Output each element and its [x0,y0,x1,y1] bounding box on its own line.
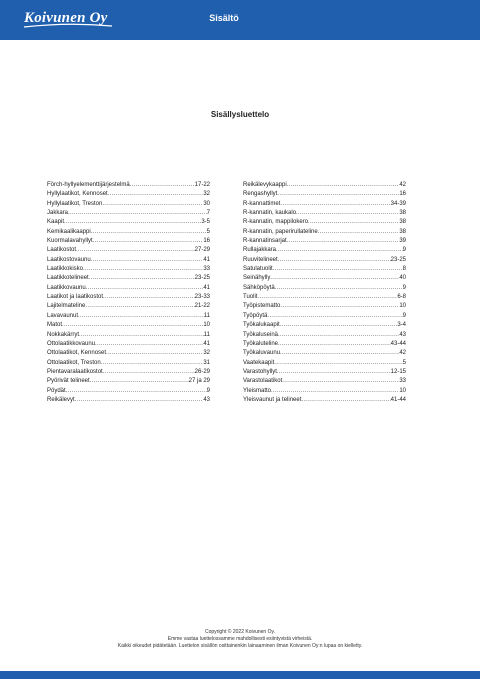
toc-entry [243,302,406,311]
toc-entry [47,321,210,330]
toc-entry-name: Pyörivät telineet [47,378,90,385]
toc-entry [243,274,406,283]
toc-entry-page: 27-29 [194,247,210,254]
toc-dot-leader [91,228,207,237]
toc-dot-leader [86,284,204,293]
toc-entry-name: Ottolaatikkovaunu [47,340,96,347]
toc-entry [243,340,406,349]
toc-entry [47,349,210,358]
toc-entry-name: Kaapit [47,219,65,226]
page-title: Sisältö [209,13,239,23]
toc-entry-name: Laatikkokisko [47,266,84,273]
toc-entry-page: 41-44 [390,396,406,403]
toc-entry-name: Työpöytä [243,312,268,319]
toc-entry-name: Ruuvitelineet [243,256,278,263]
toc-entry-page: 10 [399,387,406,394]
toc-entry-page: 8 [402,266,406,273]
toc-entry-name: Varastohyllyt [243,368,277,375]
toc-entry-name: Sähköpöytä [243,284,275,291]
toc-dot-leader [280,321,398,330]
toc-dot-leader [278,331,399,340]
toc-dot-leader [90,377,189,386]
toc-entry-page: 21-22 [194,303,210,310]
toc-entry-name: R-kannattimet [243,200,281,207]
toc-dot-leader [68,209,207,218]
toc-entry-name: Kemikaalikaappi [47,228,91,235]
toc-entry-page: 5 [402,359,406,366]
toc-dot-leader [85,302,194,311]
toc-entry-name: R-kannatinsarjat [243,238,287,245]
toc-entry [47,246,210,255]
toc-dot-leader [271,387,399,396]
toc-entry-page: 43 [399,331,406,338]
toc-dot-leader [277,368,391,377]
toc-entry-name: Varastolaatikot [243,378,283,385]
toc-entry-name: Työpistematto [243,303,281,310]
toc-entry [243,377,406,386]
footer [0,629,480,650]
toc-entry [243,349,406,358]
toc-entry-page: 34-39 [390,200,406,207]
toc-entry-name: Tuolit [243,294,258,301]
toc-entry-page: 41 [203,256,210,263]
toc-entry-page: 31 [203,359,210,366]
toc-entry [47,387,210,396]
toc-entry-page: 27 ja 29 [188,378,210,385]
toc-entry-name: R-kannatin, kaukalo [243,210,297,217]
toc-entry-name: Satulatuolit [243,266,273,273]
toc-entry [243,359,406,368]
toc-dot-leader [287,181,400,190]
toc-column-left [47,181,210,405]
toc-dot-leader [282,377,399,386]
toc-dot-leader [108,190,204,199]
toc-entry-page: 16 [203,238,210,245]
toc-entry-page: 10 [399,303,406,310]
toc-dot-leader [257,293,397,302]
toc-entry-name: Ottolaatikot, Kennoset [47,350,107,357]
toc-dot-leader [287,237,400,246]
toc-entry-page: 6-8 [397,294,406,301]
toc-entry-name: Laatikostot [47,247,77,254]
toc-dot-leader [79,331,204,340]
toc-entry-name: Jakkara [47,210,69,217]
toc-entry-name: Ottolaatikot, Treston [47,359,101,366]
toc-entry-page: 16 [399,191,406,198]
toc-entry-page: 9 [206,387,210,394]
toc-entry [243,181,406,190]
toc-entry-name: Hyllylaatikot, Treston [47,200,103,207]
toc-entry [243,256,406,265]
toc-entry-name: Matot [47,322,63,329]
toc-entry-name: Pöydät [47,387,66,394]
toc-entry-name: Kuormalavahyllyt [47,238,93,245]
toc-dot-leader [103,293,195,302]
toc-dot-leader [296,209,399,218]
toc-entry [47,377,210,386]
toc-entry-name: R-kannatin, paperirullateline [243,228,318,235]
toc-entry-page: 11 [203,312,210,319]
toc-entry [243,218,406,227]
toc-entry-name: Työkaluvaunu [243,350,281,357]
toc-dot-leader [91,256,204,265]
toc-entry [47,218,210,227]
toc-entry [47,190,210,199]
logo-text: Koivunen Oy [24,9,108,26]
toc-entry-page: 38 [399,210,406,217]
toc-entry [47,200,210,209]
toc-dot-leader [273,265,403,274]
header-bar [0,0,480,40]
toc-entry-name: Seinähylly [243,275,271,282]
toc-entry-page: 9 [402,284,406,291]
toc-entry [47,331,210,340]
toc-dot-leader [62,321,203,330]
toc-entry [47,284,210,293]
toc-entry-name: Työkaluseinä [243,331,279,338]
toc-entry-name: Reikälevyt [47,396,75,403]
toc-entry [243,228,406,237]
toc-entry-page: 41 [203,340,210,347]
toc-entry-name: Hyllylaatikot, Kennoset [47,191,108,198]
toc-dot-leader [75,396,204,405]
toc-dot-leader [301,396,390,405]
toc-dot-leader [278,340,391,349]
toc-dot-leader [101,359,204,368]
toc-entry-name: Yleismatto [243,387,272,394]
toc-dot-leader [275,284,403,293]
toc-entry-page: 32 [203,191,210,198]
toc-entry-page: 41 [203,284,210,291]
toc-entry-name: Rullajakkara [243,247,277,254]
toc-entry [243,396,406,405]
toc-entry-name: Pientavaralaatikostot [47,368,103,375]
toc-entry-name: Lavavaunut [47,312,79,319]
toc-entry-page: 9 [402,247,406,254]
toc-entry [47,368,210,377]
toc-dot-leader [267,312,402,321]
toc-entry-page: 32 [203,350,210,357]
toc-dot-leader [274,359,402,368]
toc-entry [243,200,406,209]
toc-entry-page: 33 [203,266,210,273]
toc-entry-page: 40 [399,275,406,282]
toc-entry [47,256,210,265]
toc-dot-leader [76,246,195,255]
toc-dot-leader [78,312,204,321]
toc-entry [243,246,406,255]
toc-entry-page: 42 [399,350,406,357]
toc-dot-leader [276,246,403,255]
toc-dot-leader [89,274,195,283]
toc-entry [243,368,406,377]
toc-entry [243,387,406,396]
toc-entry [243,265,406,274]
toc-entry-name: Rengashyllyt [243,191,278,198]
footer-disclaimer: Emme vastaa luettelossamme mahdollisesti esiintyvistä virheistä. [167,636,313,642]
toc-entry-page: 23-25 [194,275,210,282]
toc-entry-page: 38 [399,228,406,235]
toc-entry-page: 23-33 [194,294,210,301]
toc-entry-page: 17-22 [194,182,210,188]
toc-entry [47,209,210,218]
toc-entry-page: 12-15 [390,368,406,375]
toc-entry-page: 42 [399,182,406,188]
toc-entry [47,302,210,311]
toc-entry [243,209,406,218]
toc-entry [243,321,406,330]
toc-dot-leader [66,387,207,396]
toc-entry [47,340,210,349]
toc-entry-page: 43 [203,396,210,403]
toc-entry-name: Laatikkotelineet [47,275,89,282]
toc-entry [243,312,406,321]
toc-entry [243,284,406,293]
toc-entry [47,293,210,302]
toc-entry-page: 23-25 [390,256,406,263]
toc-entry-page: 3-5 [201,219,210,226]
toc-entry [243,237,406,246]
toc-dot-leader [130,181,195,190]
toc-dot-leader [83,265,203,274]
toc-entry-page: 9 [402,312,406,319]
toc-dot-leader [103,368,195,377]
toc-entry-name: Laatikkovaunu [47,284,86,291]
toc-entry [47,237,210,246]
toc-entry-page: 7 [206,210,210,217]
toc-dot-leader [280,302,399,311]
toc-entry-page: 30 [203,200,210,207]
toc-entry [243,190,406,199]
toc-dot-leader [93,237,204,246]
toc-entry-name: Yleisvaunut ja telineet [243,396,302,403]
toc-dot-leader [64,218,201,227]
toc-entry [47,228,210,237]
toc-entry [47,265,210,274]
toc-entry-page: 5 [206,228,210,235]
toc-entry-page: 39 [399,238,406,245]
bottom-bar [0,671,480,679]
toc-entry [243,293,406,302]
toc-entry-name: Förch-hyllyelementtijärjestelmä [47,182,130,188]
toc-entry-page: 3-4 [397,322,406,329]
toc-dot-leader [95,340,203,349]
toc-title: Sisällysluettelo [210,110,270,119]
toc-entry-page: 26-29 [194,368,210,375]
toc-dot-leader [308,218,399,227]
toc-entry-name: R-kannatin, mappilokero [243,219,309,226]
toc-entry-name: Työkaluteline [243,340,279,347]
logo-swoosh-icon [22,23,114,29]
toc-dot-leader [102,200,203,209]
toc-entry [47,359,210,368]
toc-dot-leader [278,256,391,265]
toc-dot-leader [280,349,399,358]
toc-dot-leader [277,190,399,199]
toc-entry [47,312,210,321]
toc-dot-leader [318,228,400,237]
toc-entry-page: 10 [203,322,210,329]
toc-dot-leader [270,274,399,283]
toc-entry-name: Laatikostovaunu [47,256,91,263]
toc-entry-page: 43-44 [390,340,406,347]
toc-column-right [243,181,406,405]
footer-copyright: Copyright © 2022 Koivunen Oy. [204,629,276,635]
toc-entry-page: 38 [399,219,406,226]
toc-entry-page: 11 [203,331,210,338]
toc-entry-name: Reikälevykaappi [243,182,287,188]
toc-entry-name: Vaatekaapit [243,359,275,366]
toc-entry-name: Laatikot ja laatikostot [47,294,104,301]
toc-entry [47,396,210,405]
company-logo [24,8,107,28]
toc-entry-page: 33 [399,378,406,385]
toc-entry [243,331,406,340]
toc-entry [47,274,210,283]
footer-rights: Kaikki oikeudet pidätetään. Luettelon sisällön osittainenkin lainaaminen ilman Koivunen Oy:n lupaa on kielletty. [117,643,363,649]
toc-dot-leader [106,349,203,358]
toc-dot-leader [280,200,390,209]
toc-entry-name: Työkalukaapit [243,322,280,329]
toc-entry-name: Lajitelmateline [47,303,86,310]
toc-entry [47,181,210,190]
toc-entry-name: Nokkakärryt [47,331,80,338]
